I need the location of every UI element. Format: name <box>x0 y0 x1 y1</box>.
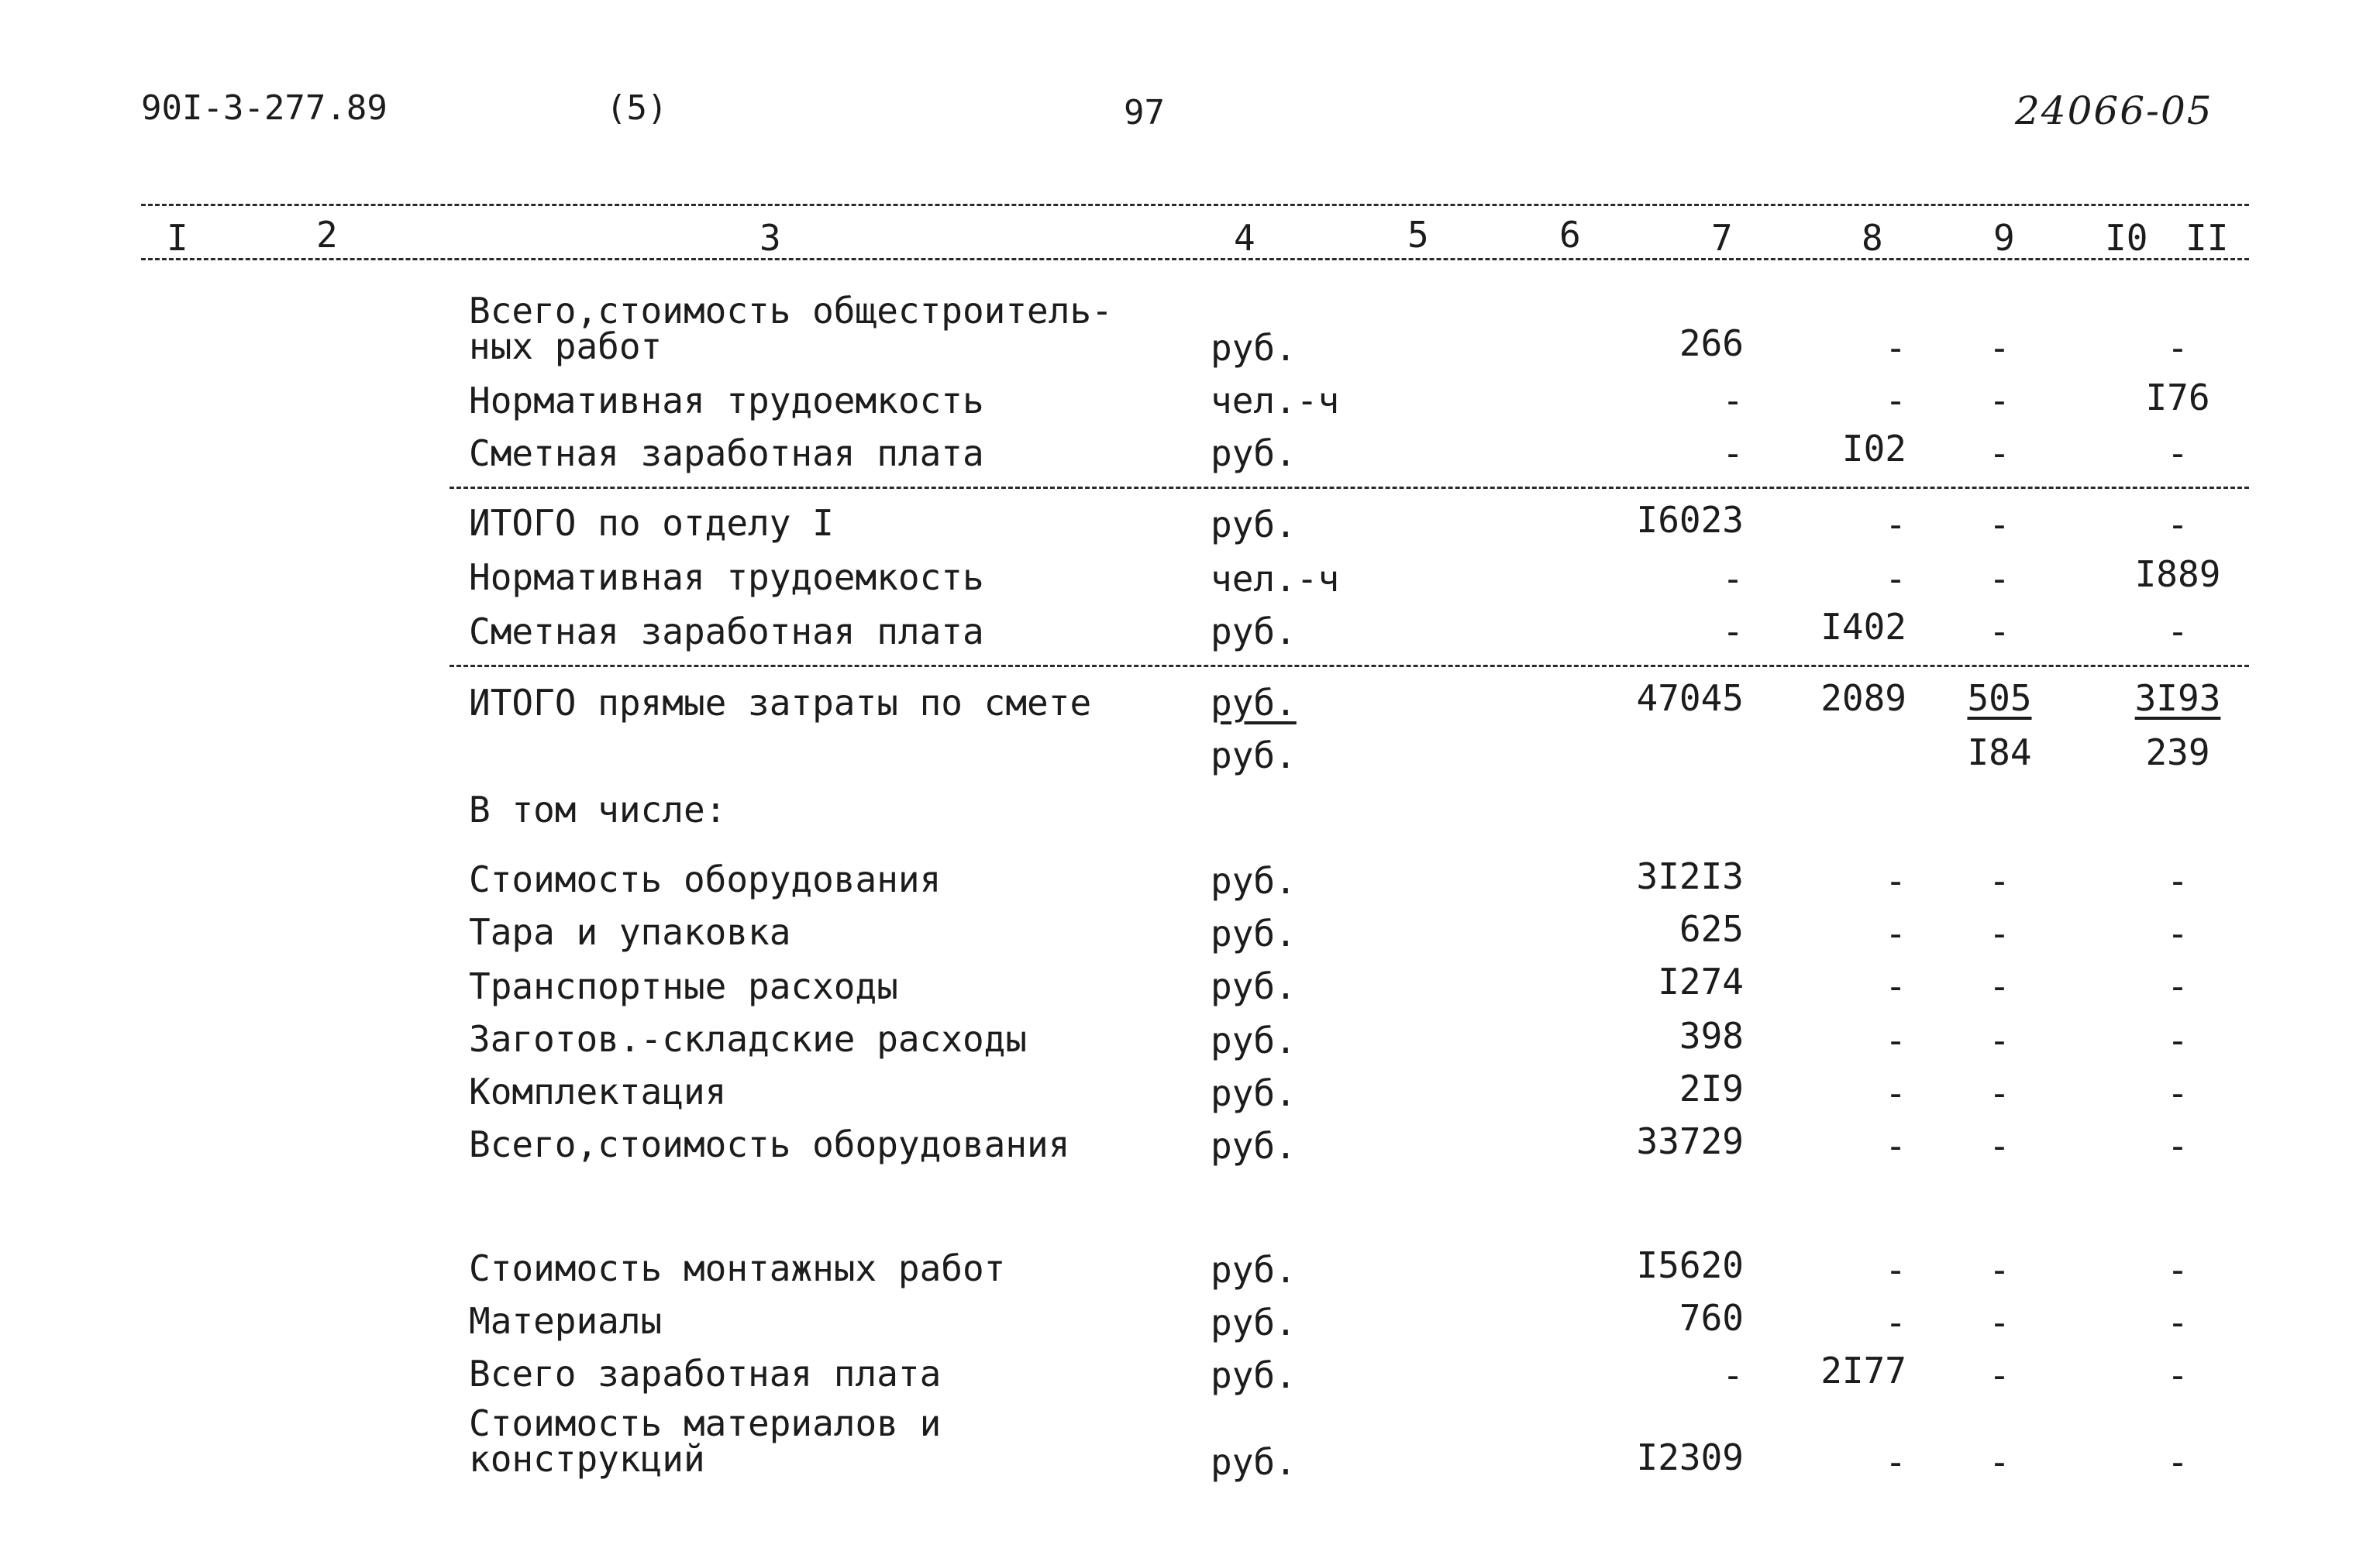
row-cost-total: I274 <box>1658 961 1744 1003</box>
row-unit: чел.-ч <box>1211 380 1340 421</box>
row-col9: 505 <box>1967 677 2032 719</box>
row-col9: - <box>1989 1249 2010 1291</box>
row-unit: руб. <box>1211 1302 1297 1343</box>
row-wages: - <box>1885 965 1906 1007</box>
row-cost-total: 33729 <box>1636 1120 1744 1162</box>
row-description-line1: Стоимость материалов и <box>469 1402 942 1444</box>
col-number-7: 7 <box>1711 217 1733 259</box>
row-col11: - <box>2167 913 2189 955</box>
row-col9: - <box>1989 1441 2010 1483</box>
row-description: Нормативная трудоемкость <box>469 380 984 421</box>
row-col9: - <box>1989 1354 2010 1396</box>
row-col11: - <box>2167 1354 2189 1396</box>
row-cost-total: 625 <box>1679 908 1744 950</box>
col-number-3: 3 <box>759 217 781 259</box>
row-description: Заготов.-складские расходы <box>469 1018 1028 1060</box>
row-cost-total: - <box>1722 432 1744 474</box>
row-description: Нормативная трудоемкость <box>469 556 984 598</box>
row-cost-total: - <box>1722 380 1744 421</box>
row-cost-total: 398 <box>1679 1015 1744 1057</box>
row-col11: - <box>2167 327 2189 369</box>
row-description: Сметная заработная плата <box>469 432 984 474</box>
col-number-2: 2 <box>316 214 338 256</box>
row-col9: - <box>1989 860 2010 902</box>
row-col9: - <box>1989 611 2010 652</box>
section-divider <box>449 487 2249 489</box>
row-cost-total: I2309 <box>1636 1436 1744 1478</box>
page-number: 97 <box>1124 93 1165 132</box>
row-col9: - <box>1989 1020 2010 1061</box>
row-col11: - <box>2167 1020 2189 1061</box>
col-number-6: 6 <box>1559 214 1581 256</box>
row-description: Транспортные расходы <box>469 965 898 1007</box>
row-col9: - <box>1989 965 2010 1007</box>
row-col9: - <box>1989 558 2010 600</box>
col-number-5: 5 <box>1407 214 1429 256</box>
row-wages: - <box>1885 913 1906 955</box>
row-description: Комплектация <box>469 1071 727 1113</box>
row-col9: - <box>1989 1072 2010 1114</box>
row-unit: руб. <box>1211 611 1297 652</box>
row-cost-total: I5620 <box>1636 1244 1744 1286</box>
row-wages: I402 <box>1820 606 1906 648</box>
row-col11: - <box>2167 965 2189 1007</box>
row-unit: руб. <box>1211 965 1297 1007</box>
row-cost-total: 266 <box>1679 322 1744 364</box>
part-number: (5) <box>606 88 668 128</box>
row-wages: - <box>1885 1249 1906 1291</box>
col-number-8: 8 <box>1862 217 1883 259</box>
row-col11: - <box>2167 504 2189 545</box>
row-cost-total: 3I2I3 <box>1636 855 1744 897</box>
handwritten-inventory-number: 24066-05 <box>2015 88 2213 133</box>
row-unit: руб. <box>1211 504 1297 545</box>
row-cost-total: I6023 <box>1636 499 1744 541</box>
row-description: Материалы <box>469 1300 663 1342</box>
row-col11: - <box>2167 611 2189 652</box>
row-unit: чел.-ч <box>1211 558 1340 600</box>
row-col11: 239 <box>2145 731 2210 773</box>
row-wages: - <box>1885 860 1906 902</box>
row-col11: I889 <box>2134 553 2221 595</box>
row-wages: I02 <box>1841 428 1906 470</box>
row-unit: руб. <box>1211 1072 1297 1114</box>
col-number-11: II <box>2185 217 2229 259</box>
row-cost-total: - <box>1722 1354 1744 1396</box>
row-col9: - <box>1989 327 2010 369</box>
section-subheading: В том числе: <box>469 789 727 831</box>
row-wages: - <box>1885 1302 1906 1343</box>
row-wages: 2089 <box>1820 677 1906 719</box>
header-bottom-rule <box>141 258 2249 260</box>
row-description: Стоимость оборудования <box>469 858 942 900</box>
row-wages: - <box>1885 380 1906 421</box>
row-unit: руб. <box>1211 860 1297 902</box>
row-col9: I84 <box>1967 731 2032 773</box>
row-col9: - <box>1989 504 2010 545</box>
row-col11: - <box>2167 1249 2189 1291</box>
col-number-9: 9 <box>1993 217 2015 259</box>
row-unit: руб. <box>1211 1020 1297 1061</box>
row-wages: - <box>1885 1441 1906 1483</box>
document-code: 90I-3-277.89 <box>141 88 387 128</box>
row-unit: руб. <box>1211 1249 1297 1291</box>
row-cost-total: 47045 <box>1636 677 1744 719</box>
row-wages: - <box>1885 504 1906 545</box>
row-wages: 2I77 <box>1820 1350 1906 1392</box>
row-col9: - <box>1989 1302 2010 1343</box>
row-col11: - <box>2167 1302 2189 1343</box>
row-col9: - <box>1989 432 2010 474</box>
row-col11: - <box>2167 1125 2189 1167</box>
row-cost-total: 760 <box>1679 1297 1744 1339</box>
row-col11: - <box>2167 1441 2189 1483</box>
row-col9: - <box>1989 913 2010 955</box>
row-col11: - <box>2167 1072 2189 1114</box>
row-cost-total: - <box>1722 558 1744 600</box>
row-description: Всего,стоимость оборудования <box>469 1123 1070 1165</box>
row-unit: руб. <box>1211 734 1297 776</box>
row-col11: - <box>2167 860 2189 902</box>
header-top-rule <box>141 204 2249 206</box>
section-divider <box>449 665 2249 667</box>
row-cost-total: 2I9 <box>1679 1068 1744 1109</box>
row-wages: - <box>1885 1072 1906 1114</box>
row-col9: - <box>1989 380 2010 421</box>
row-col11: - <box>2167 432 2189 474</box>
row-unit: руб. <box>1211 1441 1297 1483</box>
row-description: Тара и упаковка <box>469 911 791 953</box>
row-description: Стоимость монтажных работ <box>469 1247 1006 1289</box>
row-description-line1: Всего,стоимость общестроитель- <box>469 290 1113 332</box>
row-unit: руб. <box>1211 1354 1297 1396</box>
row-wages: - <box>1885 1020 1906 1061</box>
row-unit: руб. <box>1211 682 1297 724</box>
row-col11: I76 <box>2145 377 2210 418</box>
row-description: ИТОГО прямые затраты по смете <box>469 682 1092 724</box>
row-description: ИТОГО по отделу I <box>469 502 834 544</box>
col-number-4: 4 <box>1234 217 1255 259</box>
row-cost-total: - <box>1722 611 1744 652</box>
row-description-line2: конструкций <box>469 1438 705 1480</box>
row-unit: руб. <box>1211 432 1297 474</box>
row-unit: руб. <box>1211 913 1297 955</box>
row-wages: - <box>1885 558 1906 600</box>
row-col11: 3I93 <box>2134 677 2221 719</box>
row-unit: руб. <box>1211 1125 1297 1167</box>
col-number-10: I0 <box>2105 217 2148 259</box>
row-description: Сметная заработная плата <box>469 611 984 652</box>
row-description: Всего заработная плата <box>469 1353 942 1395</box>
row-col9: - <box>1989 1125 2010 1167</box>
row-unit: руб. <box>1211 327 1297 369</box>
col-number-1: I <box>167 217 188 259</box>
row-wages: - <box>1885 1125 1906 1167</box>
row-description-line2: ных работ <box>469 325 663 367</box>
row-wages: - <box>1885 327 1906 369</box>
